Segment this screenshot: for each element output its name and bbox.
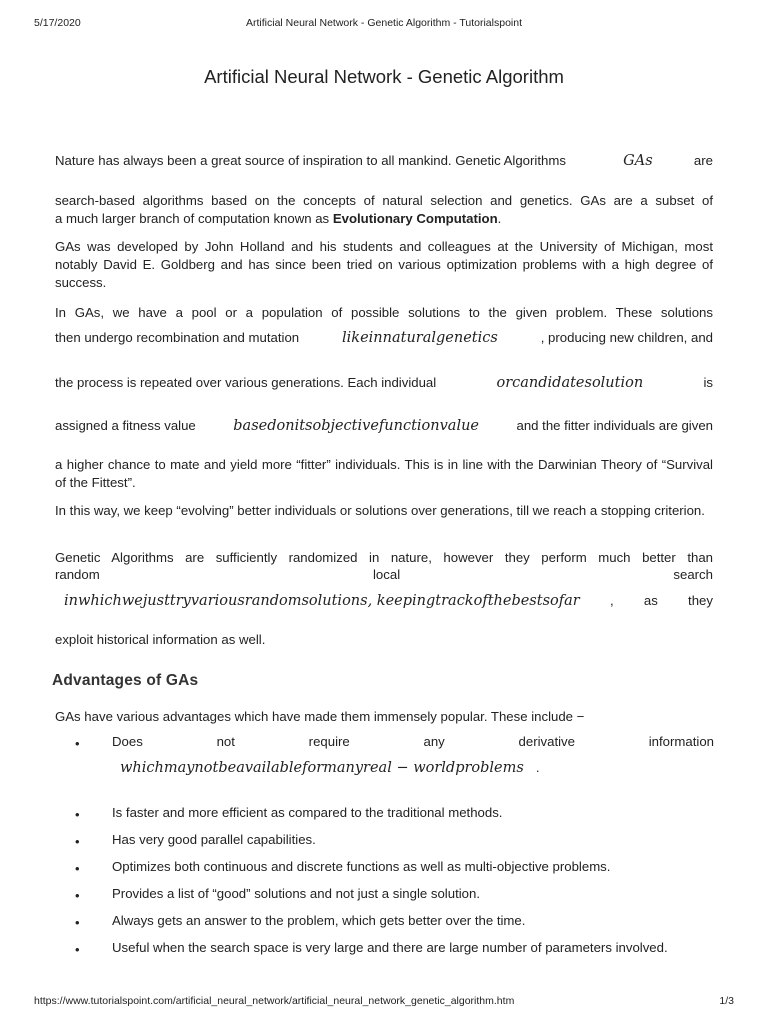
population-line-2 <box>55 330 713 346</box>
randomized-line-3 <box>64 593 713 609</box>
paragraph-evolving: In this way, we keep “evolving” better individuals or solutions over generations, till we reach a stopping criterion. <box>55 503 705 518</box>
word-random: random <box>55 567 100 582</box>
population-line-3 <box>55 375 713 391</box>
intro-line-2: search-based algorithms based on the concepts of natural selection and genetics. GAs are a subset of <box>55 193 713 208</box>
word: any <box>423 734 445 749</box>
item-period: . <box>535 760 540 775</box>
advantages-intro: GAs have various advantages which have made them immensely popular. These include − <box>55 709 585 724</box>
intro-line-3-text: a much larger branch of computation known as <box>55 211 330 226</box>
population-text: then undergo recombination and mutation <box>55 330 300 345</box>
math-random-solutions: inwhichwejusttryvariousrandomsolutions, keepingtrackofthebestsofar <box>64 593 580 609</box>
bullet-icon: • <box>75 861 80 876</box>
advantage-item-3: Has very good parallel capabilities. <box>112 832 316 847</box>
bullet-icon: • <box>75 807 80 822</box>
word: not <box>216 734 235 749</box>
word: require <box>308 734 350 749</box>
advantages-heading: Advantages of GAs <box>52 672 199 689</box>
page-number: 1/3 <box>719 995 734 1007</box>
word-search: search <box>673 567 713 582</box>
randomized-line-4: exploit historical information as well. <box>55 632 266 647</box>
advantage-item-7: Useful when the search space is very large and there are large number of parameters involved. <box>112 940 668 955</box>
comma: , <box>609 593 614 608</box>
evolutionary-computation-term: Evolutionary Computation <box>332 211 498 226</box>
intro-line-3 <box>55 210 713 228</box>
advantage-item-5: Provides a list of “good” solutions and not just a single solution. <box>112 886 480 901</box>
math-real-world-problems: whichmaynotbeavailableformanyreal − worldproblems <box>120 760 524 776</box>
advantage-item-1-math <box>120 760 714 776</box>
math-based-on-objective: basedonitsobjectivefunctionvalue <box>233 418 480 434</box>
print-page-title: Artificial Neural Network - Genetic Algorithm - Tutorialspoint <box>245 17 522 29</box>
word: derivative <box>518 734 575 749</box>
population-text: , producing new children, and <box>540 330 713 345</box>
math-like-natural-genetics: likeinnaturalgenetics <box>342 330 498 346</box>
intro-line-1 <box>55 153 713 169</box>
population-line-1: In GAs, we have a pool or a population of possible solutions to the given problem. These solutions <box>55 305 713 320</box>
paragraph-holland: GAs was developed by John Holland and his students and colleagues at the University of Michigan, most notably David E. Goldberg and has since been tried on various optimization problems with a high degree of success. <box>55 239 713 290</box>
math-gas: GAs <box>623 153 653 169</box>
randomized-line-2 <box>55 567 713 582</box>
word: Does <box>112 734 143 749</box>
intro-text: Nature has always been a great source of inspiration to all mankind. Genetic Algorithms <box>55 153 566 168</box>
population-text: and the fitter individuals are given <box>516 418 713 433</box>
bullet-icon: • <box>75 834 80 849</box>
population-line-5: a higher chance to mate and yield more “fitter” individuals. This is in line with the Darwinian Theory of “Survival of the Fittest”. <box>55 457 713 490</box>
bullet-icon: • <box>75 942 80 957</box>
word-local: local <box>373 567 401 582</box>
page-title: Artificial Neural Network - Genetic Algorithm <box>204 66 564 87</box>
bullet-icon: • <box>75 888 80 903</box>
advantage-item-2: Is faster and more efficient as compared to the traditional methods. <box>112 805 503 820</box>
word: information <box>648 734 714 749</box>
bullet-icon: • <box>75 915 80 930</box>
word-as: as <box>643 593 658 608</box>
print-url: https://www.tutorialspoint.com/artificial_neural_network/artificial_neural_network_genetic_algorithm.htm <box>34 995 515 1007</box>
print-date: 5/17/2020 <box>34 17 81 29</box>
intro-are: are <box>693 153 713 168</box>
population-text: the process is repeated over various generations. Each individual <box>55 375 437 390</box>
math-or-candidate-solution: orcandidatesolution <box>496 375 644 391</box>
population-line-4 <box>55 418 713 434</box>
bullet-icon: • <box>75 736 80 751</box>
population-text: assigned a fitness value <box>55 418 196 433</box>
advantage-item-1 <box>112 734 714 749</box>
word-they: they <box>688 593 713 608</box>
randomized-line-1: Genetic Algorithms are sufficiently randomized in nature, however they perform much better than <box>55 550 713 565</box>
intro-period: . <box>497 211 502 226</box>
population-text: is <box>703 375 713 390</box>
advantage-item-4: Optimizes both continuous and discrete functions as well as multi-objective problems. <box>112 859 611 874</box>
advantage-item-6: Always gets an answer to the problem, which gets better over the time. <box>112 913 526 928</box>
